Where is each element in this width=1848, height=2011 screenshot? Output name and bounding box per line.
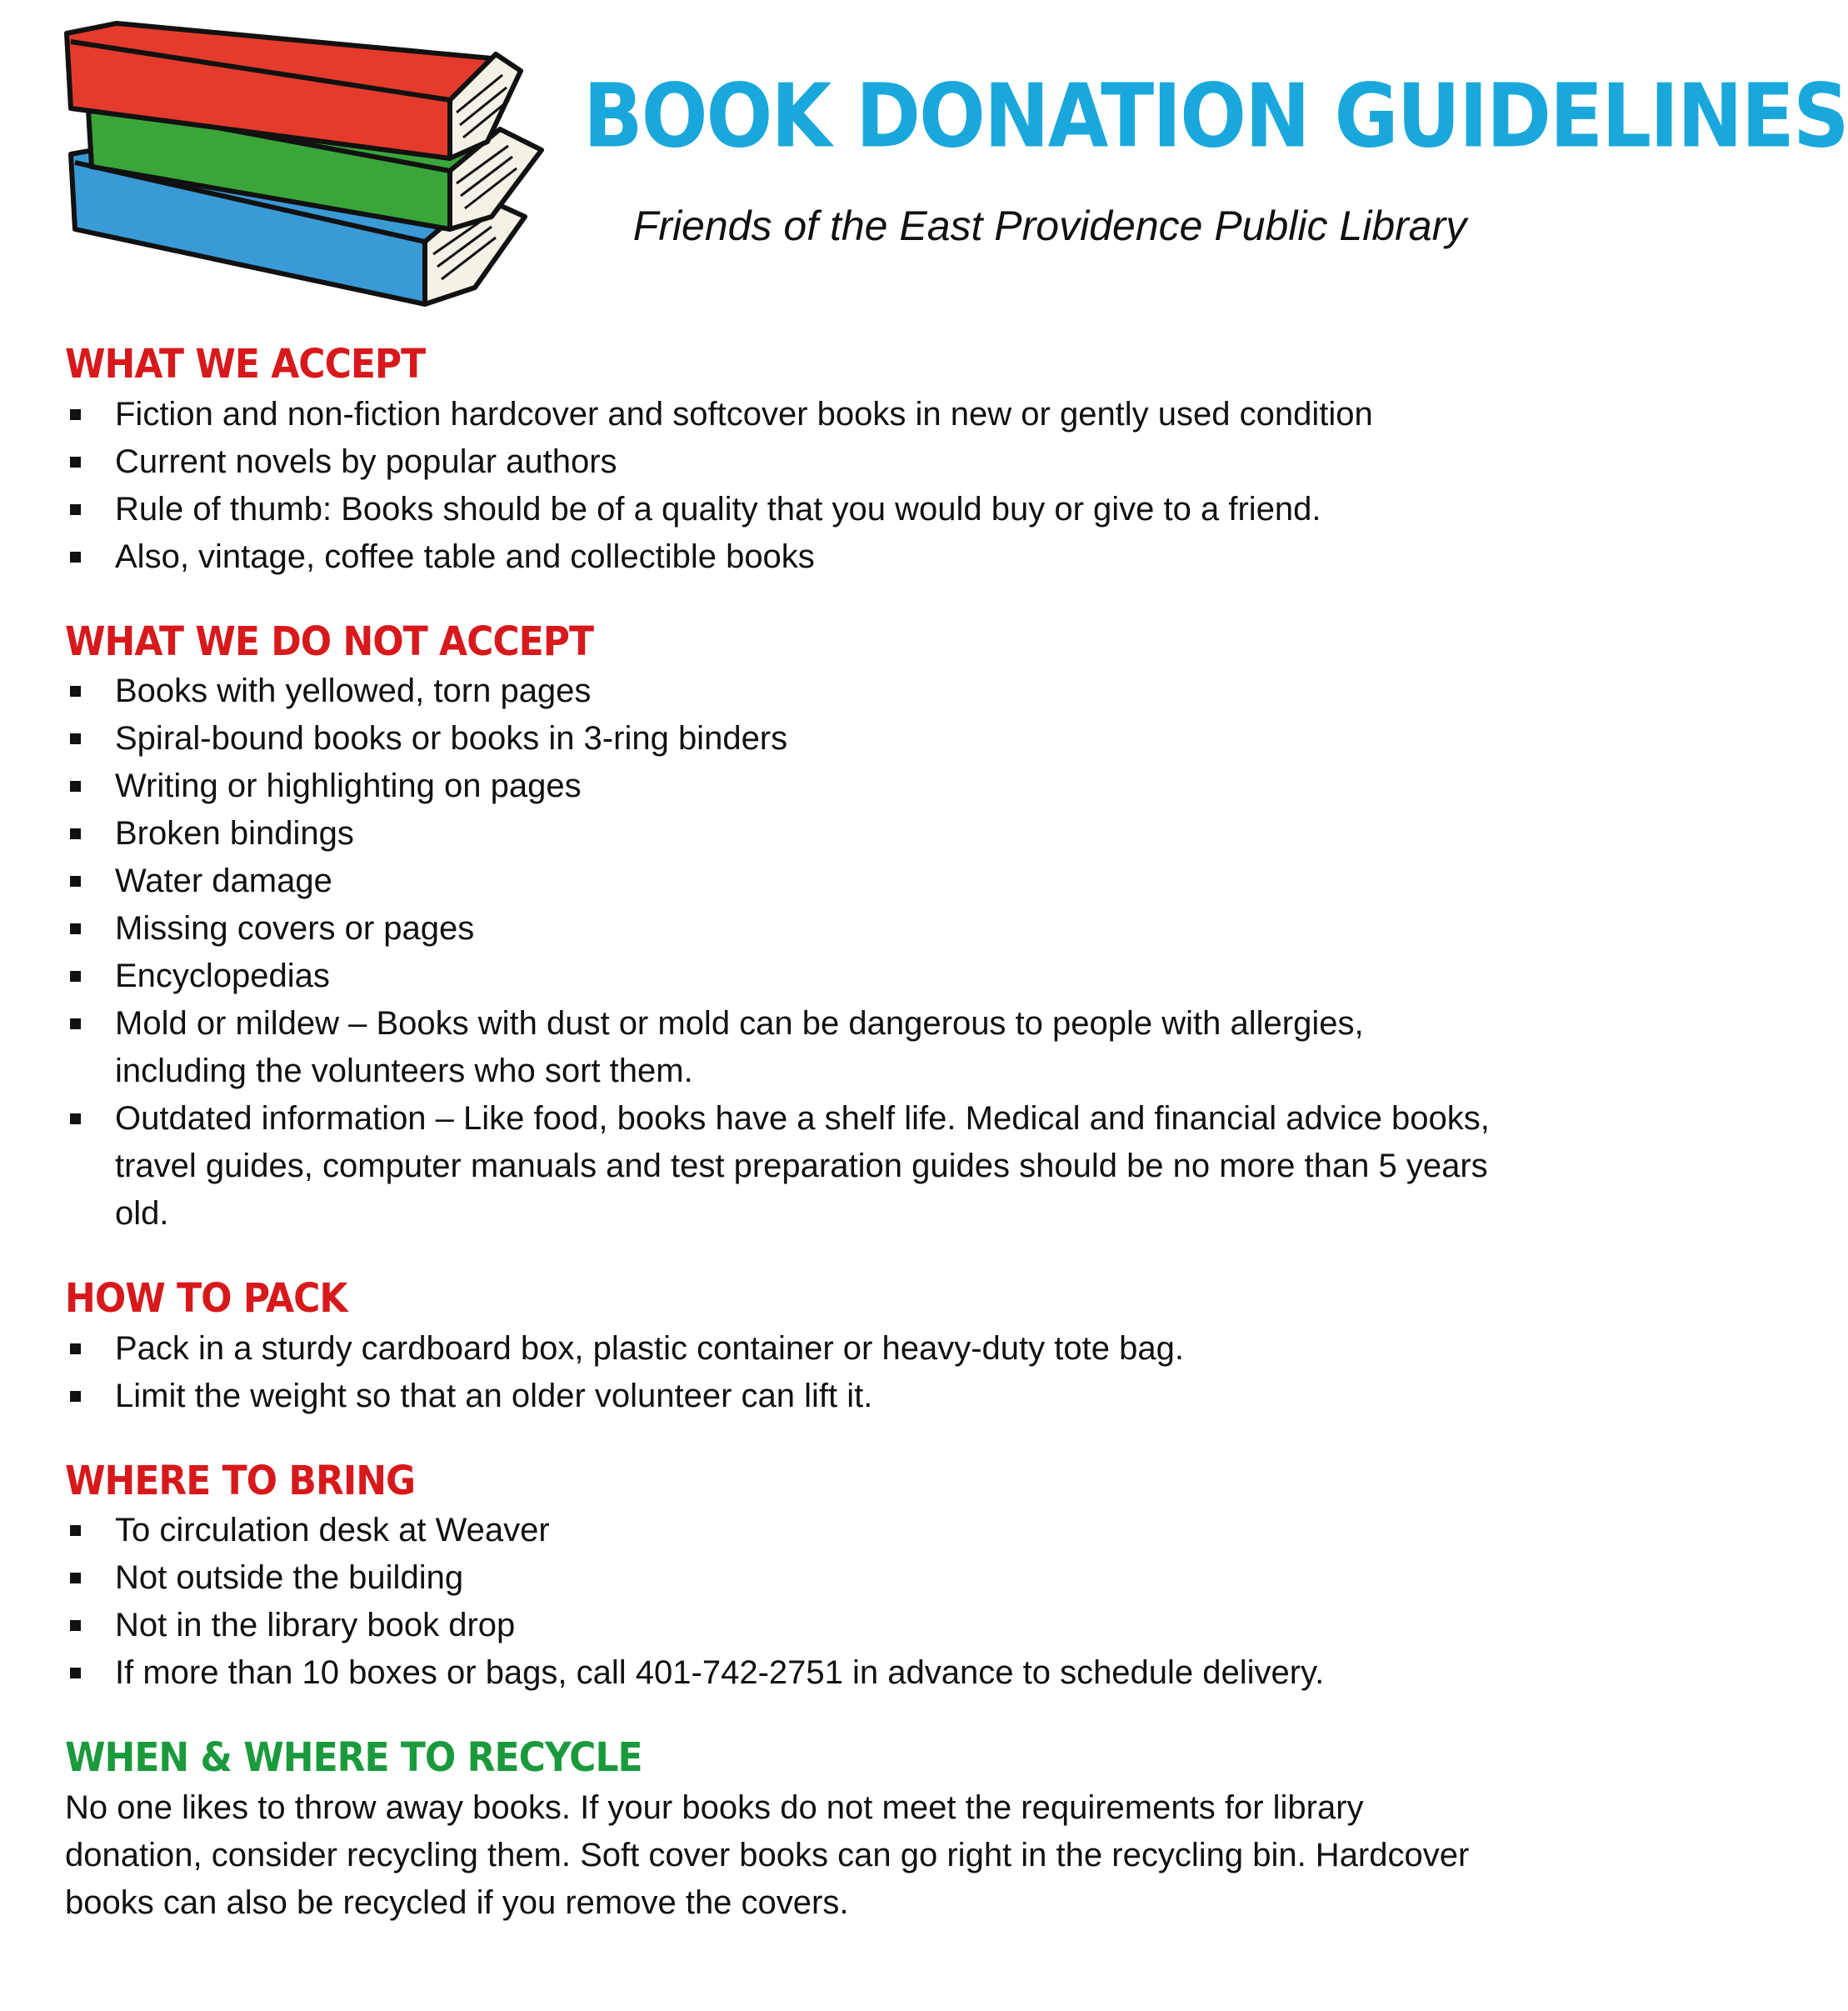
list-item-text: Outdated information – Like food, books have a shelf life. Medical and financial advice books, travel guides, computer manuals and test preparation guides should be no more than 5 years old.: [115, 1100, 1490, 1233]
list-item-text: Mold or mildew – Books with dust or mold can be dangerous to people with allergies, including the volunteers who sort them.: [115, 1005, 1364, 1090]
list-item: [65, 1373, 1498, 1420]
list-item: [65, 905, 1498, 953]
list-item-text: Also, vintage, coffee table and collectible books: [115, 538, 815, 575]
bullet-icon: [70, 1525, 81, 1536]
list-item-text: Missing covers or pages: [115, 910, 475, 948]
list-item: [65, 1649, 1498, 1697]
bullet-icon: [70, 1620, 81, 1631]
how-to-pack-list: [65, 1325, 1498, 1420]
list-item-text: Not outside the building: [115, 1559, 464, 1597]
bullet-icon: [70, 686, 81, 697]
list-item: [65, 1507, 1498, 1554]
list-item-text: Encyclopedias: [115, 958, 330, 995]
section-accept: [65, 342, 1498, 581]
list-item: [65, 1325, 1498, 1373]
bullet-icon: [70, 504, 81, 515]
list-item-text: Rule of thumb: Books should be of a quality that you would buy or give to a friend.: [115, 490, 1321, 528]
list-item-text: Current novels by popular authors: [115, 443, 617, 480]
list-item-text: Limit the weight so that an older volunteer can lift it.: [115, 1377, 873, 1414]
section-recycle: [65, 1735, 1498, 1927]
section-not-accept: [65, 619, 1498, 1238]
list-item-text: If more than 10 boxes or bags, call 401-742-2751 in advance to schedule delivery.: [115, 1654, 1325, 1692]
bullet-icon: [70, 1343, 81, 1354]
list-item: [65, 858, 1498, 905]
page-title: BOOK DONATION GUIDELINES: [583, 66, 1848, 168]
list-item-text: Water damage: [115, 863, 332, 900]
bullet-icon: [70, 457, 81, 468]
bullet-icon: [70, 409, 81, 420]
section-heading-recycle: WHEN & WHERE TO RECYCLE: [65, 1734, 642, 1782]
bullet-icon: [70, 876, 81, 887]
bullet-icon: [70, 552, 81, 563]
not-accept-list: [65, 668, 1498, 1238]
bullet-icon: [70, 1573, 81, 1583]
recycle-paragraph: No one likes to throw away books. If your books do not meet the requirements for library donation, consider recycling them. Soft cover books can go right in the recycling bin. Hardcover books can also be recycled if you remove the covers.: [65, 1788, 1470, 1921]
bullet-icon: [70, 1113, 81, 1124]
section-heading-where-to-bring: WHERE TO BRING: [65, 1457, 416, 1504]
list-item-text: To circulation desk at Weaver: [115, 1512, 550, 1549]
list-item: [65, 486, 1498, 533]
list-item: [65, 1095, 1498, 1238]
bullet-icon: [70, 1391, 81, 1402]
section-how-to-pack: [65, 1276, 1498, 1420]
list-item-text: Broken bindings: [115, 815, 354, 853]
accept-list: [65, 391, 1498, 581]
guidelines-content: [65, 342, 1498, 1965]
bullet-icon: [70, 733, 81, 744]
list-item: [65, 1554, 1498, 1602]
bullet-icon: [70, 923, 81, 934]
list-item-text: Spiral-bound books or books in 3-ring binders: [115, 720, 788, 758]
list-item: [65, 668, 1498, 715]
list-item: [65, 1602, 1498, 1649]
section-heading-how-to-pack: HOW TO PACK: [65, 1275, 347, 1323]
list-item: [65, 763, 1498, 810]
bullet-icon: [70, 971, 81, 982]
list-item: [65, 953, 1498, 1000]
list-item: [65, 715, 1498, 763]
where-to-bring-list: [65, 1507, 1498, 1697]
page-subtitle: Friends of the East Providence Public Library: [632, 203, 1467, 249]
list-item: [65, 438, 1498, 486]
list-item: [65, 810, 1498, 858]
list-item-text: Not in the library book drop: [115, 1607, 516, 1644]
list-item-text: Writing or highlighting on pages: [115, 768, 582, 805]
bullet-icon: [70, 828, 81, 839]
list-item: [65, 1000, 1498, 1095]
list-item-text: Pack in a sturdy cardboard box, plastic container or heavy-duty tote bag.: [115, 1329, 1184, 1367]
bullet-icon: [70, 781, 81, 792]
list-item: [65, 533, 1498, 581]
book-stack-icon: [58, 17, 525, 308]
section-where-to-bring: [65, 1458, 1498, 1698]
bullet-icon: [70, 1018, 81, 1029]
section-heading-accept: WHAT WE ACCEPT: [65, 340, 426, 388]
section-heading-not-accept: WHAT WE DO NOT ACCEPT: [65, 618, 593, 665]
list-item-text: Fiction and non-fiction hardcover and softcover books in new or gently used condition: [115, 395, 1373, 433]
list-item: [65, 391, 1498, 438]
bullet-icon: [70, 1668, 81, 1678]
list-item-text: Books with yellowed, torn pages: [115, 673, 592, 710]
